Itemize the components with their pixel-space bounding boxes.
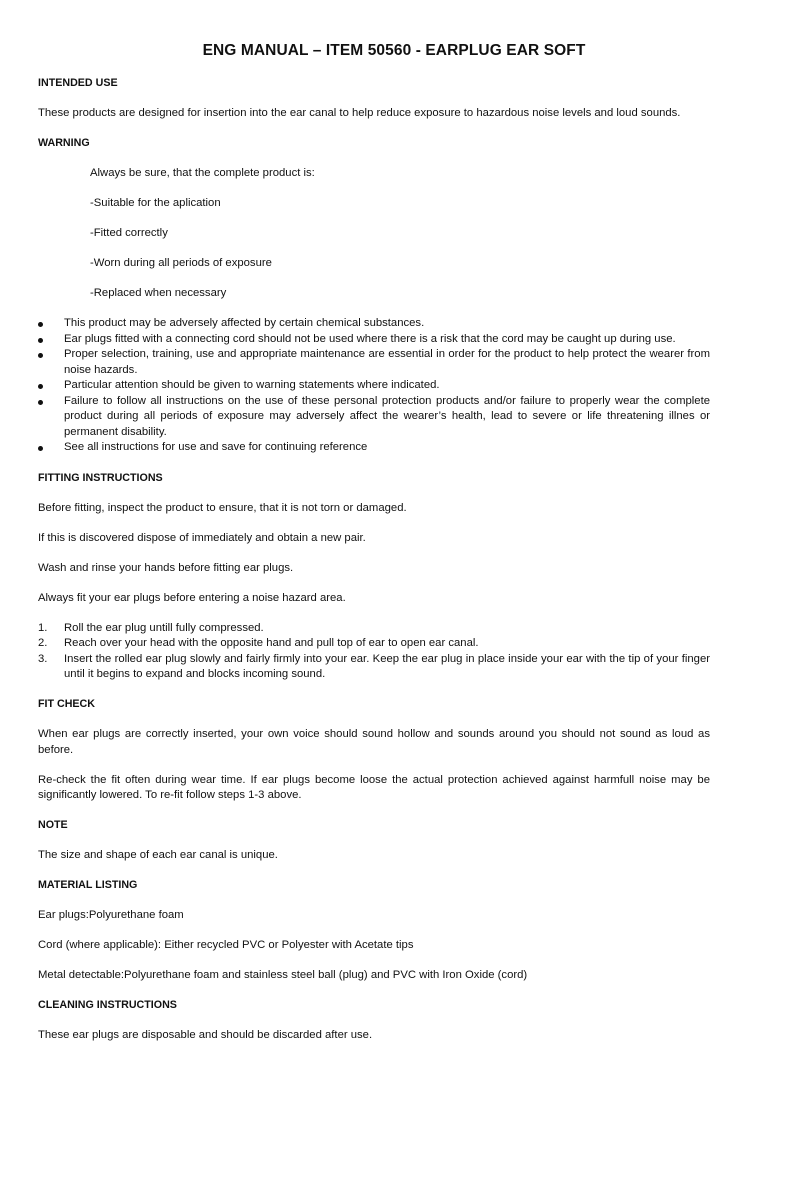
warning-line: -Suitable for the aplication (90, 197, 221, 209)
fitting-step (38, 621, 710, 637)
note-text: The size and shape of each ear canal is unique. (38, 849, 278, 861)
warning-heading: WARNING (38, 137, 90, 149)
fit-check-paragraph: Re-check the fit often during wear time. If ear plugs become loose the actual protection achieved against harmfull noise may be significantly lowered. To re-fit follow steps 1-3 above. (38, 773, 710, 801)
material-line: Cord (where applicable): Either recycled PVC or Polyester with Acetate tips (38, 939, 414, 951)
fit-check-paragraph: When ear plugs are correctly inserted, your own voice should sound hollow and sounds around you should not sound as loud as before. (38, 728, 710, 756)
document-title: ENG MANUAL – ITEM 50560 - EARPLUG EAR SOFT (202, 42, 586, 59)
step-text: Insert the rolled ear plug slowly and fairly firmly into your ear. Keep the ear plug in place inside your ear with the tip of your finger until it begins to expand and blocks incoming sound. (64, 652, 710, 680)
fit-check-heading: FIT CHECK (38, 698, 95, 710)
step-number: 3. (38, 652, 48, 665)
warning-bullet-item (38, 378, 710, 394)
warning-bullet-item (38, 316, 710, 332)
fitting-heading: FITTING INSTRUCTIONS (38, 471, 163, 484)
step-text: Roll the ear plug untill fully compressed. (64, 621, 264, 634)
cleaning-text: These ear plugs are disposable and should be discarded after use. (38, 1029, 373, 1041)
intended-use-text: These products are designed for insertion into the ear canal to help reduce exposure to hazardous noise levels and loud sounds. (38, 107, 681, 119)
warning-bullet-text: Ear plugs fitted with a connecting cord should not be used where there is a risk that the cord may be caught up during use. (64, 332, 676, 345)
warning-line: -Fitted correctly (90, 227, 168, 239)
fitting-paragraph: If this is discovered dispose of immediately and obtain a new pair. (38, 531, 366, 544)
bullet-icon (38, 353, 43, 358)
warning-line: -Replaced when necessary (90, 287, 227, 299)
material-line: Metal detectable:Polyurethane foam and stainless steel ball (plug) and PVC with Iron Oxide (cord) (38, 969, 528, 981)
fitting-paragraph: Wash and rinse your hands before fitting ear plugs. (38, 561, 294, 574)
note-heading: NOTE (38, 819, 68, 831)
warning-bullet-item (38, 347, 710, 378)
material-line: Ear plugs:Polyurethane foam (38, 909, 184, 921)
warning-bullet-text: Proper selection, training, use and appropriate maintenance are essential in order for the product to help protect the wearer from noise hazards. (64, 348, 710, 376)
bullet-icon (38, 322, 43, 327)
warning-line: -Worn during all periods of exposure (90, 257, 272, 269)
fitting-steps-list (38, 621, 710, 683)
intended-use-heading: INTENDED USE (38, 77, 118, 89)
warning-bullet-text: Particular attention should be given to warning statements where indicated. (64, 379, 440, 391)
fitting-step (38, 636, 710, 652)
bullet-icon (38, 400, 43, 405)
material-heading: MATERIAL LISTING (38, 879, 138, 891)
warning-line: Always be sure, that the complete product is: (90, 167, 315, 179)
step-number: 2. (38, 637, 48, 649)
fitting-paragraph: Always fit your ear plugs before entering a noise hazard area. (38, 591, 346, 604)
warning-bullet-item (38, 440, 710, 456)
bullet-icon (38, 446, 43, 451)
warning-bullet-list (38, 316, 710, 456)
cleaning-heading: CLEANING INSTRUCTIONS (38, 999, 177, 1011)
warning-bullet-text: See all instructions for use and save for continuing reference (64, 441, 368, 453)
step-number: 1. (38, 621, 48, 634)
warning-bullet-item (38, 394, 710, 441)
bullet-icon (38, 338, 43, 343)
fitting-step (38, 652, 710, 683)
step-text: Reach over your head with the opposite hand and pull top of ear to open ear canal. (64, 637, 479, 649)
warning-bullet-text: Failure to follow all instructions on the use of these personal protection products and/or failure to properly wear the complete product during all periods of exposure may adversely affect the wearer’s health, lead to severe or life threatening illnes or permanent disability. (64, 394, 710, 438)
bullet-icon (38, 384, 43, 389)
warning-bullet-item (38, 332, 710, 348)
warning-bullet-text: This product may be adversely affected by certain chemical substances. (64, 317, 425, 329)
fitting-paragraph: Before fitting, inspect the product to ensure, that it is not torn or damaged. (38, 501, 407, 514)
